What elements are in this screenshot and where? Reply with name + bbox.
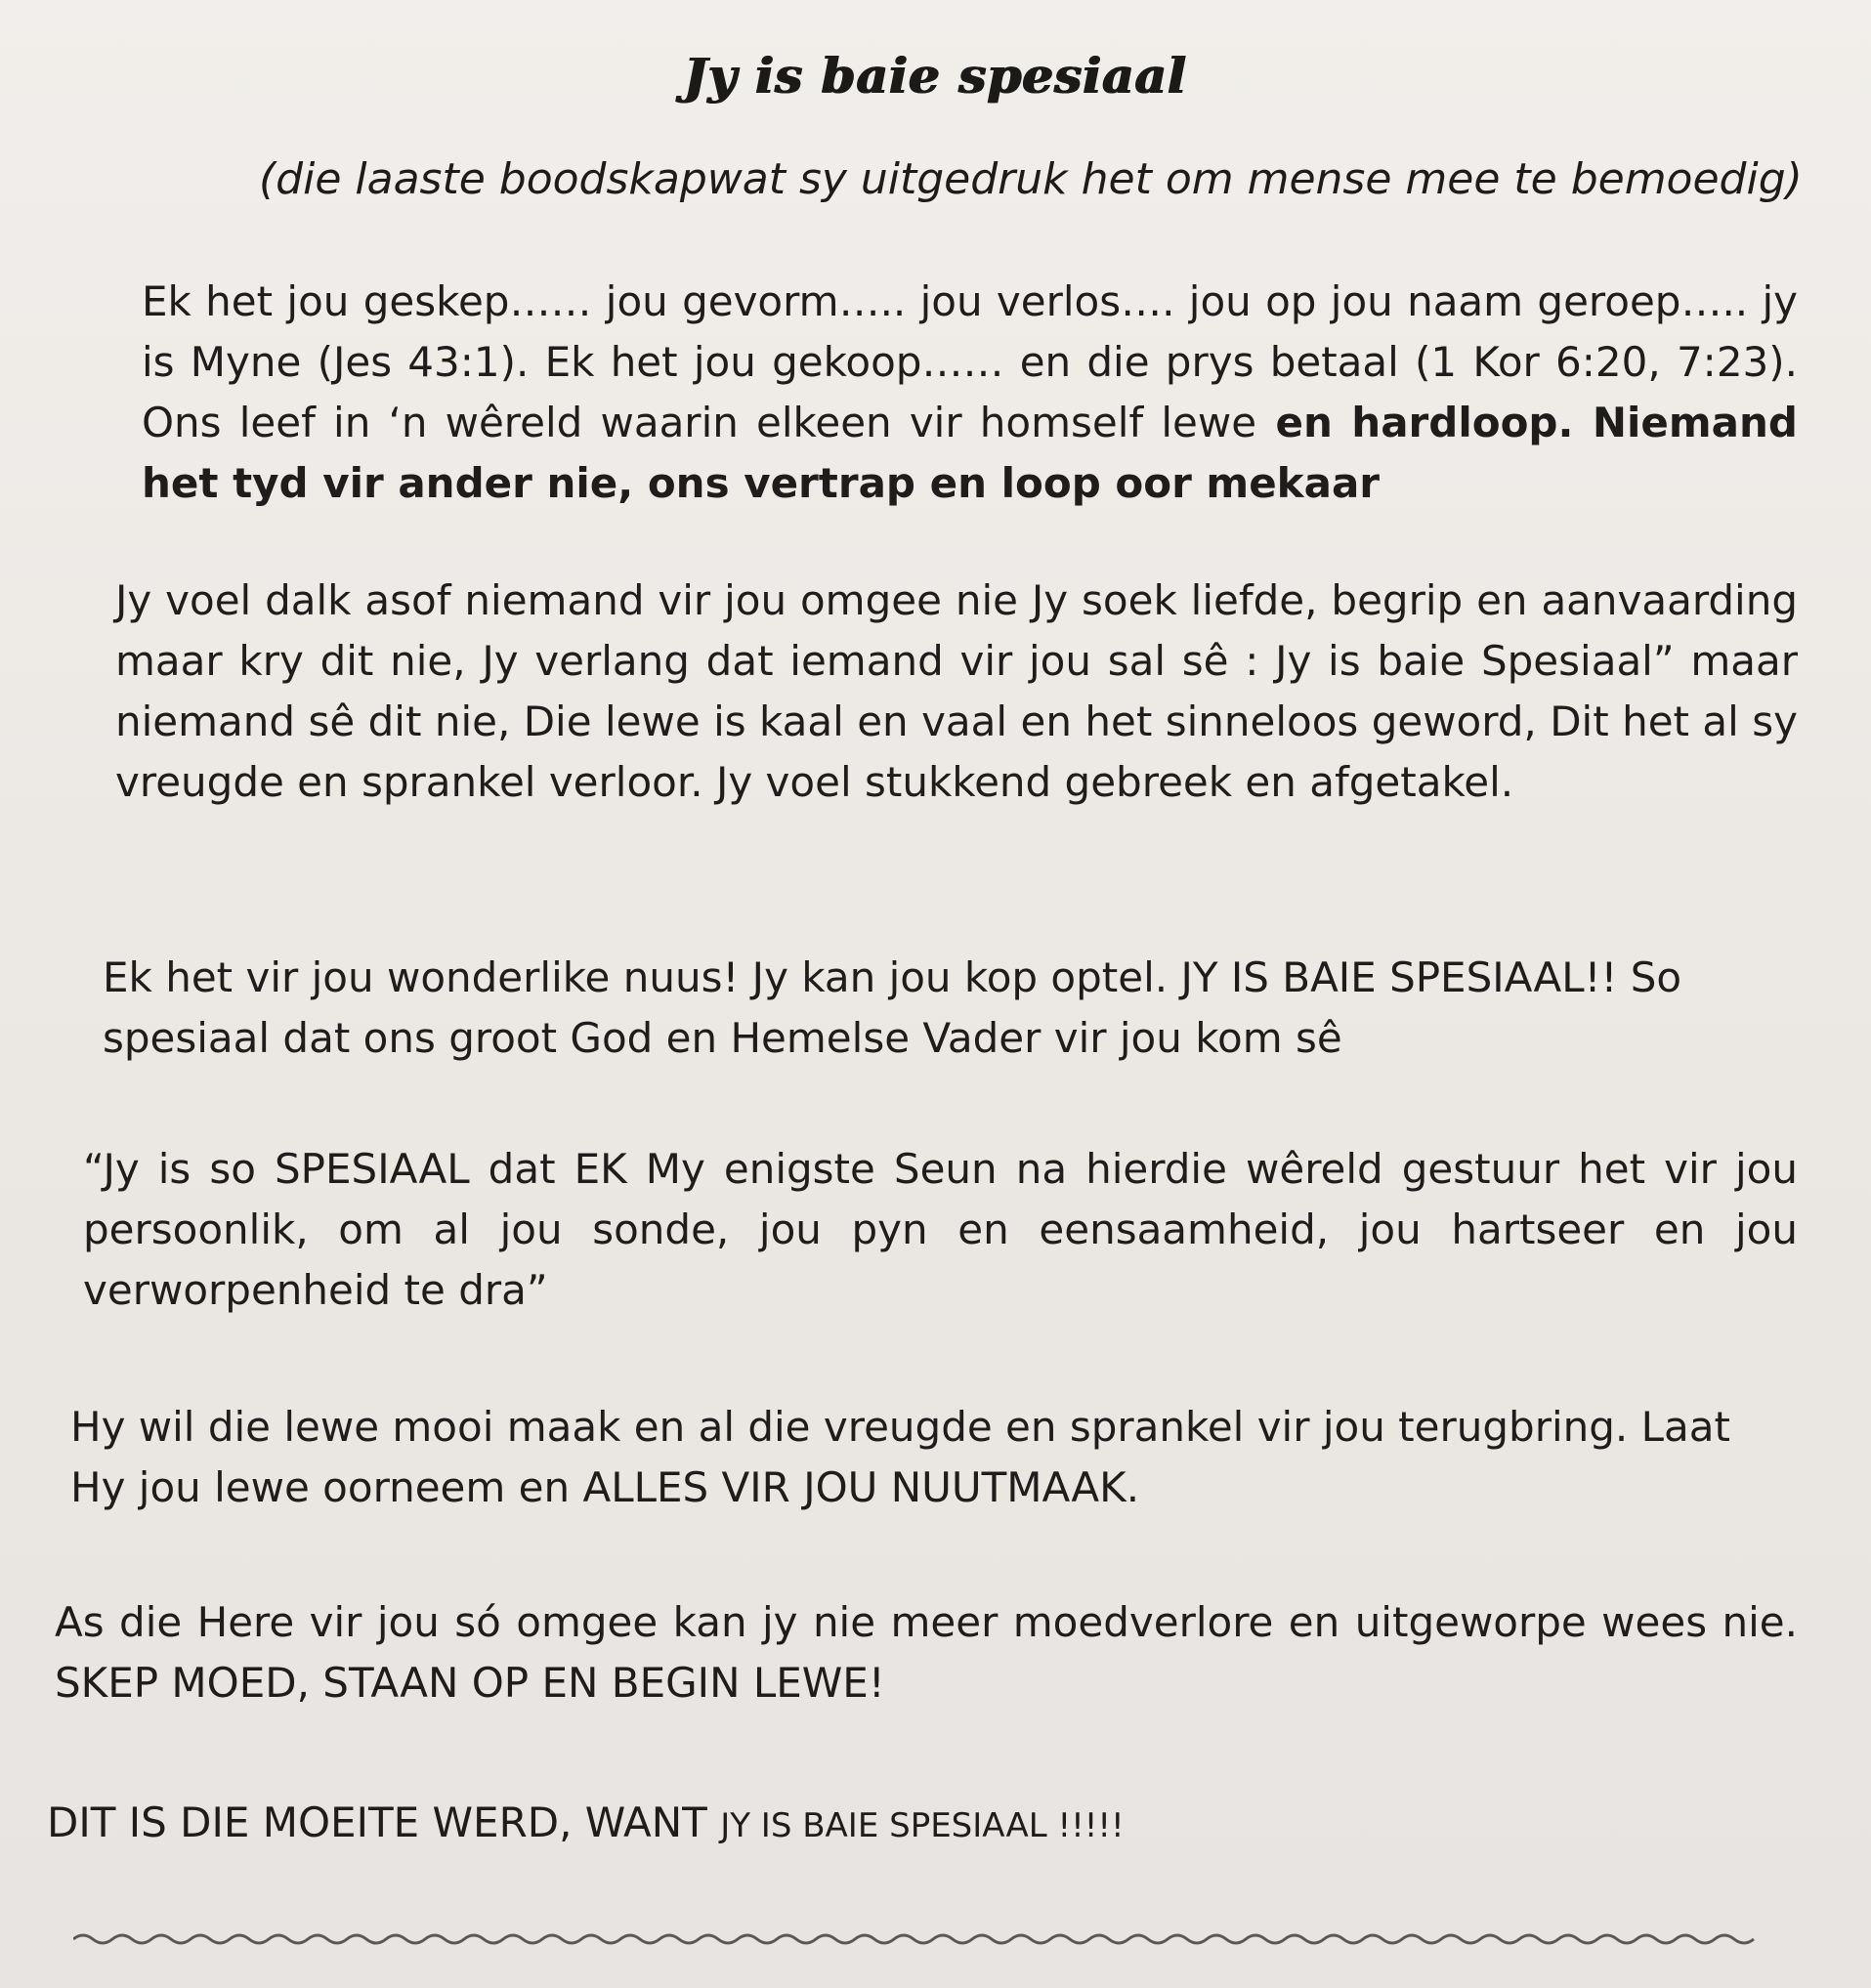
paragraph-2: Jy voel dalk asof niemand vir jou omgee nie Jy soek liefde, begrip en aanvaarding maar kry dit nie, Jy verlang dat iemand vir jou sal sê : Jy is baie Spesiaal” maar niemand sê dit nie, Die lewe is kaal en vaal en het sinneloos geword, Dit het al sy vreugde en sprankel verloor. Jy voel stukkend gebreek en afgetakel. — [115, 576, 1798, 806]
paragraph-1 — [142, 272, 1798, 514]
document-title: Jy is baie spesiaal — [683, 47, 1188, 105]
paragraph-6: As die Here vir jou só omgee kan jy nie meer moedverlore en uitgeworpe wees nie. SKEP MOED, STAAN OP EN BEGIN LEWE! — [55, 1598, 1798, 1707]
paragraph-3: Ek het vir jou wonderlike nuus! Jy kan jou kop optel. JY IS BAIE SPESIAAL!! So spesiaal dat ons groot God en Hemelse Vader vir jou kom sê — [103, 953, 1682, 1062]
paragraph-5: Hy wil die lewe mooi maak en al die vreugde en sprankel vir jou terugbring. Laat Hy jou lewe oorneem en ALLES VIR JOU NUUTMAAK. — [70, 1403, 1730, 1511]
paragraph-1-text: Ek het jou geskep…… jou gevorm….. jou verlos…. jou op jou naam geroep….. jy is Myne (Jes 43:1). Ek het jou gekoop…… en die prys betaal (1 Kor 6:20, 7:23). Ons leef in ‘n wêreld waarin elkeen vir homself lewe — [142, 277, 1798, 446]
paragraph-4-quote: “Jy is so SPESIAAL dat EK My enigste Seun na hierdie wêreld gestuur het vir jou persoonlik, om al jou sonde, jou pyn en eensaamheid, jou hartseer en jou verworpenheid te dra” — [83, 1145, 1798, 1314]
wavy-divider — [73, 1929, 1764, 1949]
paragraph-7 — [47, 1793, 1798, 1856]
paragraph-1-bold-text: en hardloop. Niemand het tyd vir ander nie, ons vertrap en loop oor mekaar — [142, 399, 1798, 507]
closing-line-second: JY IS BAIE SPESIAAL !!!!! — [720, 1806, 1125, 1845]
document-subtitle: (die laaste boodskapwat sy uitgedruk het om mense mee te bemoedig) — [259, 154, 1803, 204]
closing-line-first: DIT IS DIE MOEITE WERD, WANT — [47, 1798, 721, 1846]
